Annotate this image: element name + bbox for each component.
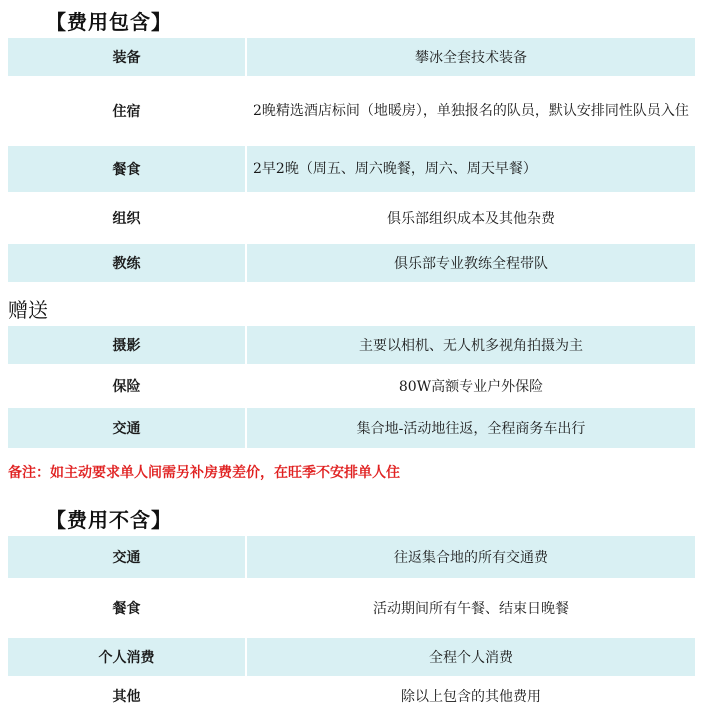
item-label: 组织 (8, 192, 246, 244)
excluded-heading: 【费用不含】 (46, 508, 172, 532)
table-row (8, 76, 695, 146)
item-detail: 80W高额专业户外保险 (246, 364, 695, 408)
table-row (8, 244, 695, 282)
table-row (8, 408, 695, 448)
table-row (8, 638, 695, 676)
included-heading: 【费用包含】 (46, 10, 172, 34)
item-label: 餐食 (8, 578, 246, 638)
item-detail: 俱乐部组织成本及其他杂费 (246, 192, 695, 244)
item-label: 住宿 (8, 76, 246, 146)
item-label: 装备 (8, 38, 246, 76)
table-row (8, 364, 695, 408)
item-label: 摄影 (8, 326, 246, 364)
included-table (8, 38, 695, 282)
item-detail: 2早2晚（周五、周六晚餐，周六、周天早餐） (246, 146, 695, 192)
item-detail: 除以上包含的其他费用 (246, 676, 695, 716)
item-detail: 全程个人消费 (246, 638, 695, 676)
table-row (8, 536, 695, 578)
item-label: 交通 (8, 408, 246, 448)
item-label: 个人消费 (8, 638, 246, 676)
gift-heading: 赠送 (8, 298, 48, 322)
gift-table (8, 326, 695, 448)
item-label: 保险 (8, 364, 246, 408)
table-row (8, 192, 695, 244)
table-row (8, 578, 695, 638)
table-row (8, 38, 695, 76)
item-label: 教练 (8, 244, 246, 282)
item-label: 交通 (8, 536, 246, 578)
table-row (8, 146, 695, 192)
table-row (8, 326, 695, 364)
excluded-table (8, 536, 695, 716)
note-text: 备注：如主动要求单人间需另补房费差价，在旺季不安排单人住 (8, 465, 400, 481)
item-label: 餐食 (8, 146, 246, 192)
item-detail: 活动期间所有午餐、结束日晚餐 (246, 578, 695, 638)
item-detail: 攀冰全套技术装备 (246, 38, 695, 76)
item-detail: 俱乐部专业教练全程带队 (246, 244, 695, 282)
item-label: 其他 (8, 676, 246, 716)
item-detail: 主要以相机、无人机多视角拍摄为主 (246, 326, 695, 364)
item-detail: 2晚精选酒店标间（地暖房），单独报名的队员，默认安排同性队员入住 (246, 76, 695, 146)
table-row (8, 676, 695, 716)
item-detail: 往返集合地的所有交通费 (246, 536, 695, 578)
item-detail: 集合地-活动地往返，全程商务车出行 (246, 408, 695, 448)
